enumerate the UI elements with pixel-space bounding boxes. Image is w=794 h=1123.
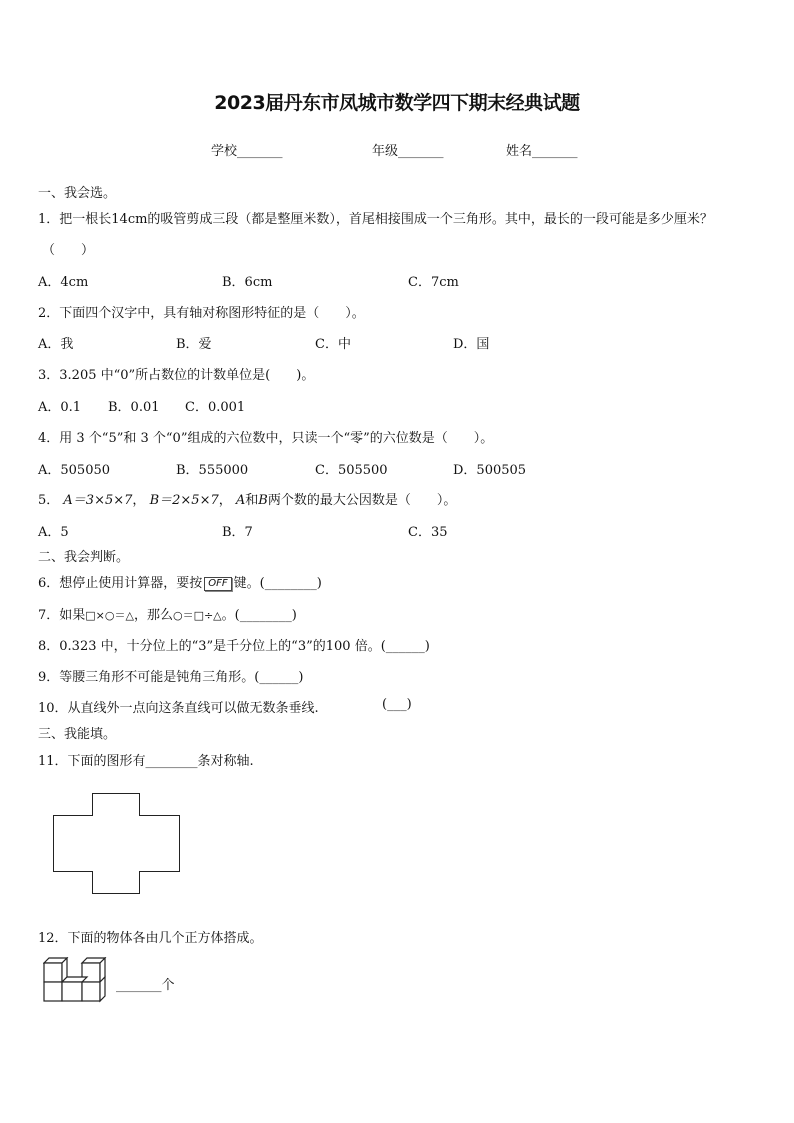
- question-4: 4．用 3 个“5”和 3 个“0”组成的六位数中，只读一个“零”的六位数是（ ）。: [38, 431, 494, 446]
- cross-shape-figure: [52, 793, 182, 895]
- q2-option-d[interactable]: D．国: [453, 337, 490, 352]
- q3-option-b[interactable]: B．0.01: [108, 400, 160, 415]
- question-1: 1．把一根长14cm的吸管剪成三段（都是整厘米数），首尾相接围成一个三角形。其中，最长的一段可能是多少厘米？: [38, 212, 713, 227]
- q5-and: 和: [245, 493, 259, 508]
- question-10: 10．从直线外一点向这条直线可以做无数条垂线.: [38, 701, 319, 716]
- q5-option-b[interactable]: B．7: [222, 525, 253, 540]
- question-7: [38, 604, 297, 623]
- q6-text: 6．想停止使用计算器，要按: [38, 576, 203, 591]
- q5-var-a: A: [235, 493, 246, 508]
- question-12: 12．下面的物体各由几个正方体搭成。: [38, 931, 263, 946]
- q7-expr-1: □×○＝△: [85, 609, 134, 622]
- q7-text: 7．如果: [38, 608, 86, 623]
- question-1-blank[interactable]: （ ）: [42, 243, 95, 258]
- q5-rest: 两个数的最大公因数是（ ）。: [267, 493, 457, 508]
- section-fill: 三、我能填。: [38, 727, 117, 742]
- q7-mid: ，那么: [133, 608, 173, 623]
- school-field[interactable]: 学校_______: [211, 144, 283, 159]
- q1-option-a[interactable]: A．4cm: [38, 275, 89, 290]
- name-field[interactable]: 姓名_______: [506, 144, 578, 159]
- q2-option-c[interactable]: C．中: [315, 337, 351, 352]
- question-10-blank[interactable]: (___): [382, 697, 412, 712]
- q5-number: 5．: [38, 493, 60, 508]
- q2-option-a[interactable]: A．我: [38, 337, 74, 352]
- question-5: [38, 489, 456, 508]
- grade-field[interactable]: 年级_______: [372, 144, 444, 159]
- q5-expr-a: A＝3×5×7: [63, 493, 133, 508]
- q6-blank[interactable]: 键。(________): [233, 576, 322, 591]
- q4-option-b[interactable]: B．555000: [176, 463, 249, 478]
- section-judge: 二、我会判断。: [38, 550, 130, 565]
- section-choice: 一、我会选。: [38, 186, 117, 201]
- q7-blank[interactable]: 。(________): [221, 608, 297, 623]
- off-key-icon: OFF: [204, 577, 231, 591]
- q4-option-d[interactable]: D．500505: [453, 463, 527, 478]
- q4-option-a[interactable]: A．505050: [38, 463, 111, 478]
- q5-var-b: B: [258, 493, 268, 508]
- q3-option-c[interactable]: C．0.001: [185, 400, 246, 415]
- question-6: [38, 572, 322, 591]
- q2-option-b[interactable]: B．爱: [176, 337, 212, 352]
- question-9: 9．等腰三角形不可能是钝角三角形。(______): [38, 670, 304, 685]
- question-2: 2．下面四个汉字中，具有轴对称图形特征的是（ ）。: [38, 306, 365, 321]
- q5-sep: ，: [132, 493, 146, 508]
- question-12-answer[interactable]: _______个: [116, 978, 175, 993]
- q1-option-c[interactable]: C．7cm: [408, 275, 459, 290]
- question-8: 8．0.323 中，十分位上的“3”是千分位上的“3”的100 倍。(______): [38, 639, 430, 654]
- q3-option-a[interactable]: A．0.1: [38, 400, 82, 415]
- question-3: 3．3.205 中“0”所占数位的计数单位是( )。: [38, 368, 315, 383]
- q5-sep2: ，: [218, 493, 232, 508]
- page-title: 2023届丹东市凤城市数学四下期末经典试题: [214, 92, 580, 114]
- q7-expr-2: ○＝□÷△: [172, 609, 222, 622]
- q5-option-a[interactable]: A．5: [38, 525, 69, 540]
- q4-option-c[interactable]: C．505500: [315, 463, 388, 478]
- q5-option-c[interactable]: C．35: [408, 525, 448, 540]
- question-11: 11．下面的图形有________条对称轴.: [38, 754, 254, 769]
- q5-expr-b: B＝2×5×7: [149, 493, 219, 508]
- q1-option-b[interactable]: B．6cm: [222, 275, 273, 290]
- cubes-figure: [43, 957, 111, 1003]
